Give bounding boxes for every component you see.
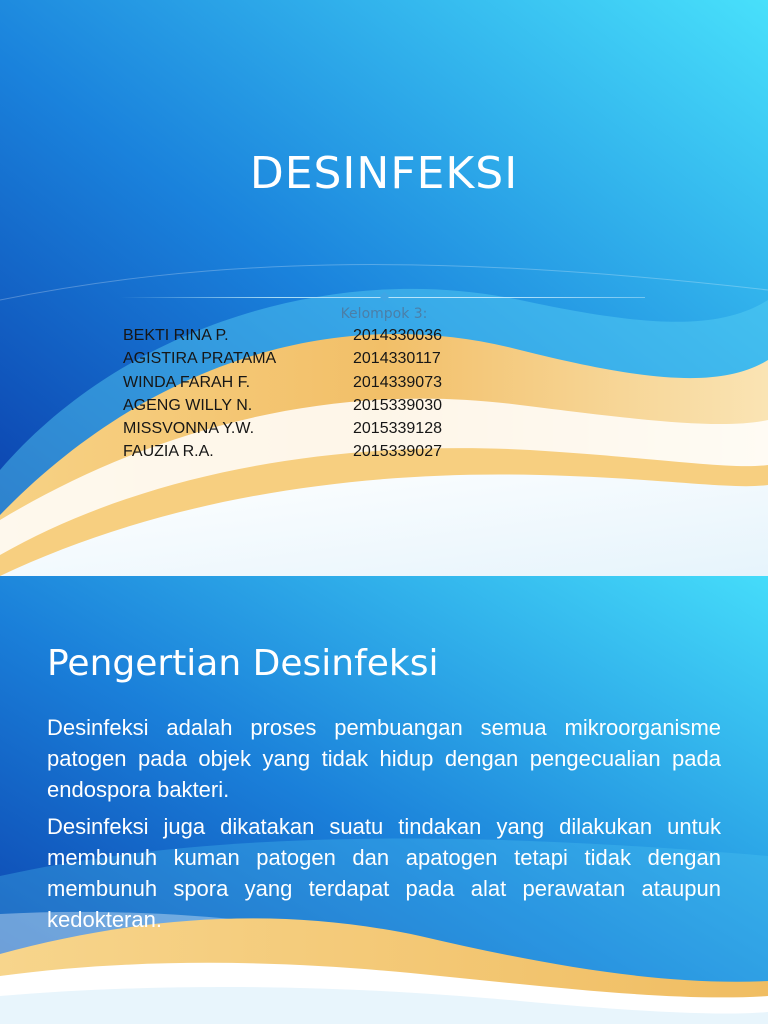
list-item xyxy=(123,420,442,443)
member-name: FAUZIA R.A. xyxy=(123,443,214,461)
member-name: AGISTIRA PRATAMA xyxy=(123,350,277,368)
content-slide xyxy=(0,576,768,1024)
definition-text xyxy=(47,712,721,941)
group-label: Kelompok 3: xyxy=(340,306,428,322)
section-title: Pengertian Desinfeksi xyxy=(47,643,439,684)
member-id: 2014330036 xyxy=(353,327,442,344)
list-item xyxy=(123,327,442,350)
list-item xyxy=(123,374,442,397)
list-item xyxy=(123,397,442,420)
paragraph: Desinfeksi adalah proses pembuangan semua mikroorganisme patogen pada objek yang tidak hidup dengan pengecualian pada endospora bakteri. xyxy=(47,715,721,802)
paragraph: Desinfeksi juga dikatakan suatu tindakan yang dilakukan untuk membunuh kuman patogen dan apatogen tetapi tidak dengan membunuh spora yang terdapat pada alat perawatan ataupun kedokteran. xyxy=(47,814,721,932)
list-item xyxy=(123,443,442,466)
member-name: MISSVONNA Y.W. xyxy=(123,420,255,438)
member-name: AGENG WILLY N. xyxy=(123,396,253,414)
member-id: 2015339128 xyxy=(353,420,442,438)
member-name: WINDA FARAH F. xyxy=(123,373,251,391)
member-id: 2014330117 xyxy=(353,350,441,368)
member-id: 2015339030 xyxy=(353,396,442,414)
member-id: 2015339027 xyxy=(353,443,442,461)
member-list xyxy=(123,327,442,467)
slide-title: DESINFEKSI xyxy=(249,148,519,199)
member-name: BEKTI RINA P. xyxy=(123,327,229,344)
member-id: 2014339073 xyxy=(353,373,442,391)
list-item xyxy=(123,350,442,373)
